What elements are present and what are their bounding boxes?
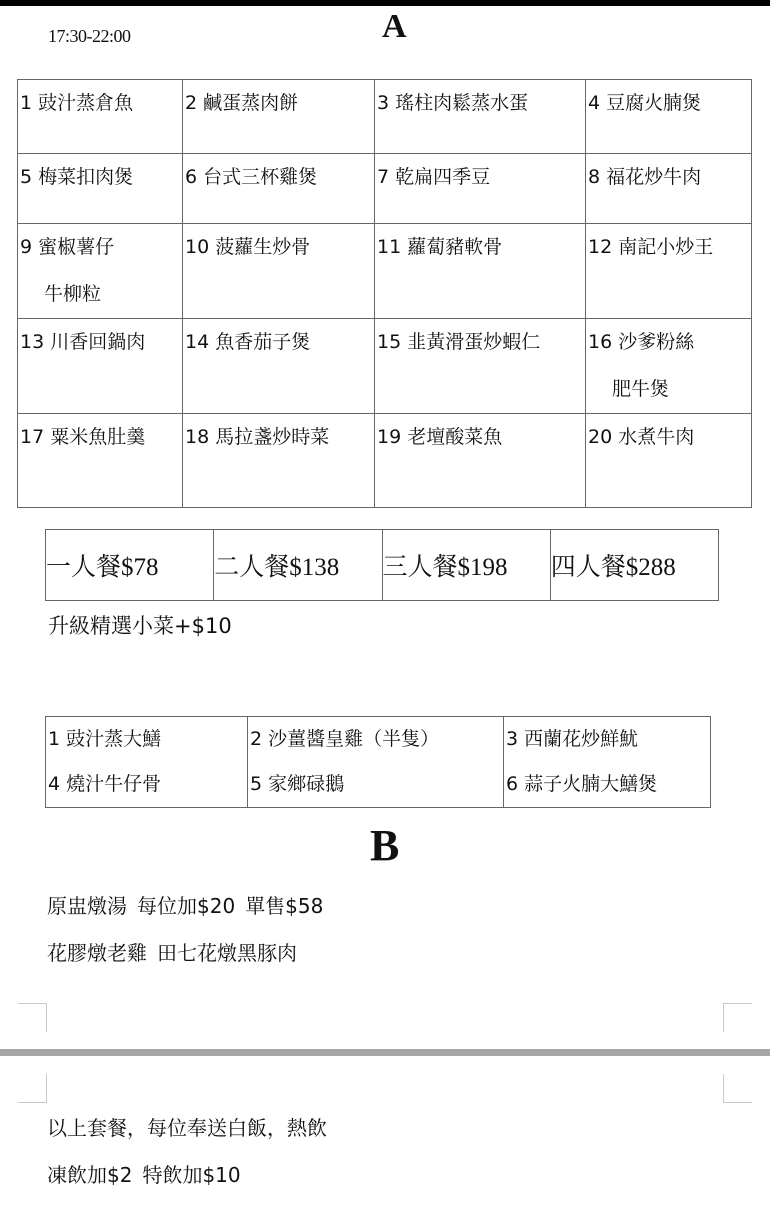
drink-note <box>47 1159 241 1188</box>
menu-item-line2: 肥牛煲 <box>612 378 670 400</box>
menu-item: 9 蜜椒薯仔 牛柳粒 <box>18 224 183 319</box>
set-price-cell: 一人餐$78 <box>46 530 214 601</box>
page-corner-mark <box>18 1074 47 1103</box>
opening-hours: 17:30-22:00 <box>48 26 131 46</box>
soup-option: 田七花燉黑豚肉 <box>157 941 297 965</box>
upgrade-note: 升級精選小菜+$10 <box>48 614 232 638</box>
menu-item: 15 韭黃滑蛋炒蝦仁 <box>375 319 586 414</box>
premium-dish-cell <box>46 717 248 808</box>
soup-single-price: 單售$58 <box>245 894 324 918</box>
menu-item: 14 魚香茄子煲 <box>183 319 375 414</box>
set-price-cell: 四人餐$288 <box>550 530 718 601</box>
menu-item: 2 鹹蛋蒸肉餅 <box>183 80 375 154</box>
menu-item: 16 沙爹粉絲 肥牛煲 <box>586 319 752 414</box>
page-corner-mark <box>18 1003 47 1032</box>
soup-name: 原盅燉湯 <box>47 894 127 918</box>
premium-dish: 2 沙薑醬皇雞（半隻） <box>250 728 440 750</box>
menu-item: 20 水煮牛肉 <box>586 414 752 508</box>
menu-item: 13 川香回鍋肉 <box>18 319 183 414</box>
menu-item-line2: 牛柳粒 <box>44 283 102 305</box>
soup-add-price: 每位加$20 <box>137 894 236 918</box>
premium-dish: 3 西蘭花炒鮮魷 <box>506 728 639 750</box>
set-price-cell: 三人餐$198 <box>382 530 550 601</box>
page-break <box>0 1049 770 1056</box>
set-price-table <box>45 529 719 601</box>
menu-item: 6 台式三杯雞煲 <box>183 154 375 224</box>
menu-item: 3 瑤柱肉鬆蒸水蛋 <box>375 80 586 154</box>
menu-item: 8 福花炒牛肉 <box>586 154 752 224</box>
section-a-heading: A <box>382 8 407 45</box>
menu-item: 7 乾扁四季豆 <box>375 154 586 224</box>
menu-item: 5 梅菜扣肉煲 <box>18 154 183 224</box>
soup-option: 花膠燉老雞 <box>47 941 147 965</box>
soup-line <box>47 890 323 919</box>
section-b-heading: B <box>370 821 400 870</box>
menu-item: 10 菠蘿生炒骨 <box>183 224 375 319</box>
top-border <box>0 0 770 6</box>
menu-item: 19 老壇酸菜魚 <box>375 414 586 508</box>
included-note: 以上套餐，每位奉送白飯，熱飲 <box>47 1116 327 1140</box>
menu-item: 11 蘿蔔豬軟骨 <box>375 224 586 319</box>
premium-dish: 5 家鄉碌鵝 <box>250 773 345 795</box>
premium-dish: 6 蒜子火腩大鱔煲 <box>506 773 658 795</box>
page-corner-mark <box>723 1074 752 1103</box>
menu-item: 17 粟米魚肚羹 <box>18 414 183 508</box>
set-price-cell: 二人餐$138 <box>214 530 382 601</box>
premium-dishes-table <box>45 716 711 808</box>
premium-dish-cell <box>504 717 711 808</box>
menu-item: 4 豆腐火腩煲 <box>586 80 752 154</box>
premium-dish-cell <box>248 717 504 808</box>
soup-options <box>47 937 297 966</box>
premium-dish: 1 豉汁蒸大鱔 <box>48 728 162 750</box>
cold-drink-price: 凍飲加$2 <box>47 1163 133 1187</box>
special-drink-price: 特飲加$10 <box>142 1163 241 1187</box>
menu-item: 1 豉汁蒸倉魚 <box>18 80 183 154</box>
menu-table-a <box>17 79 752 508</box>
premium-dish: 4 燒汁牛仔骨 <box>48 773 162 795</box>
page-corner-mark <box>723 1003 752 1032</box>
menu-item: 12 南記小炒王 <box>586 224 752 319</box>
menu-item: 18 馬拉盞炒時菜 <box>183 414 375 508</box>
